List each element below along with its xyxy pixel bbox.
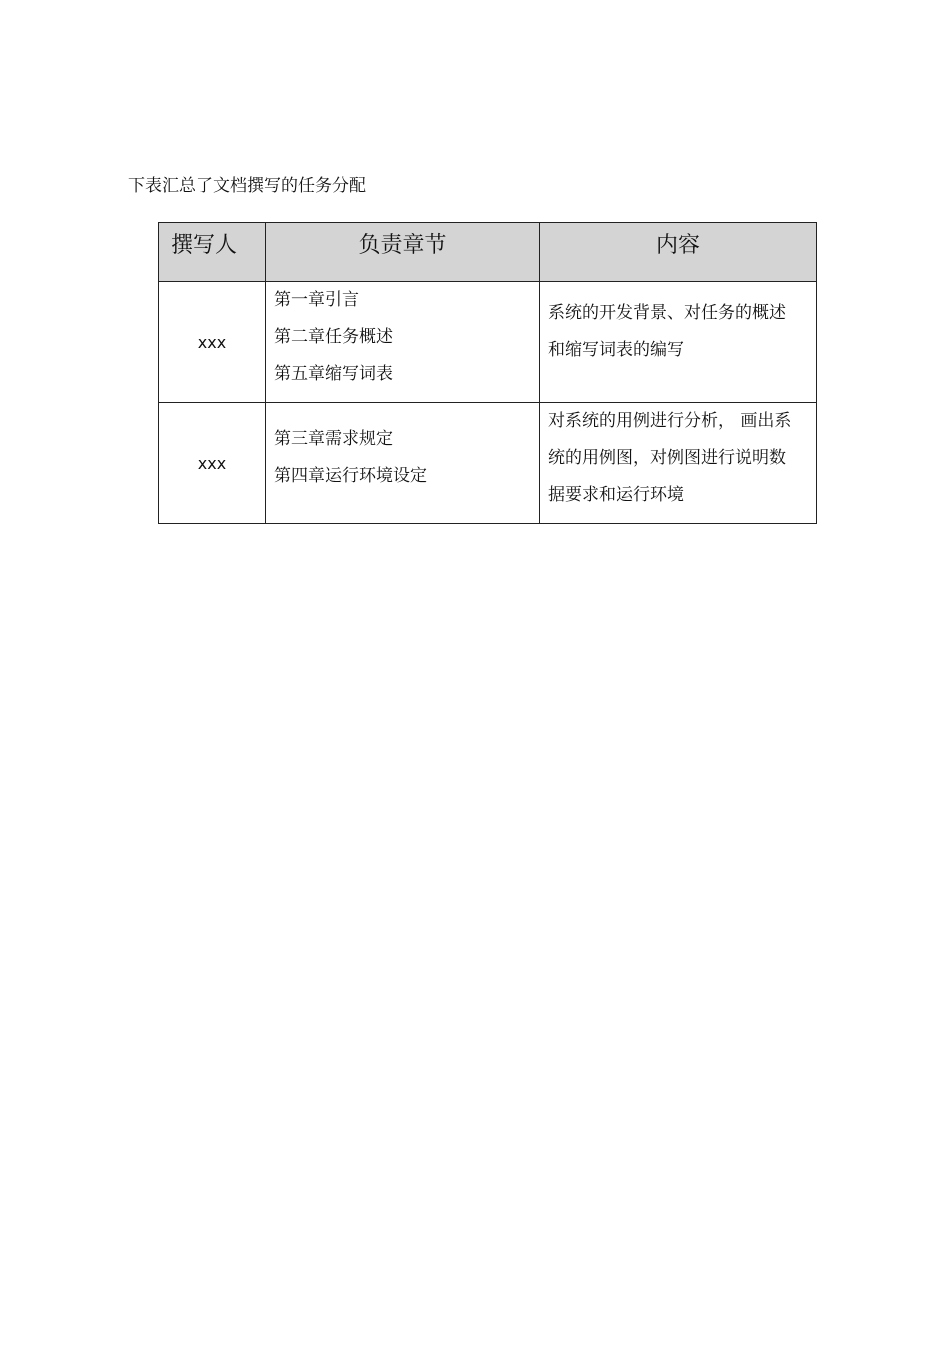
chapter-item: 第二章任务概述: [274, 326, 393, 347]
table-header-row: [159, 223, 817, 282]
table-row: [159, 282, 817, 403]
chapter-item: 第五章缩写词表: [274, 363, 393, 384]
header-content: 内容: [540, 223, 817, 282]
chapters-cell: [266, 282, 540, 403]
content-line: 系统的开发背景、对任务的概述: [548, 303, 786, 323]
chapter-item: 第四章运行环境设定: [274, 466, 427, 486]
content-line: 统的用例图，对例图进行说明数: [548, 447, 786, 468]
chapter-item: 第一章引言: [274, 289, 359, 310]
intro-text: 下表汇总了文档撰写的任务分配: [128, 176, 366, 196]
header-writer: 撰写人: [159, 223, 266, 282]
header-chapters: 负责章节: [266, 223, 540, 282]
chapter-item: 第三章需求规定: [274, 429, 393, 449]
content-line: 对系统的用例进行分析， 画出系: [548, 410, 792, 431]
task-assignment-table: [158, 222, 817, 524]
content-line: 据要求和运行环境: [548, 484, 684, 505]
chapters-cell: [266, 403, 540, 524]
writer-cell: xxx: [159, 282, 266, 403]
content-cell: [540, 282, 817, 403]
table-row: [159, 403, 817, 524]
writer-cell: xxx: [159, 403, 266, 524]
content-cell: [540, 403, 817, 524]
content-line: 和缩写词表的编写: [548, 340, 684, 360]
